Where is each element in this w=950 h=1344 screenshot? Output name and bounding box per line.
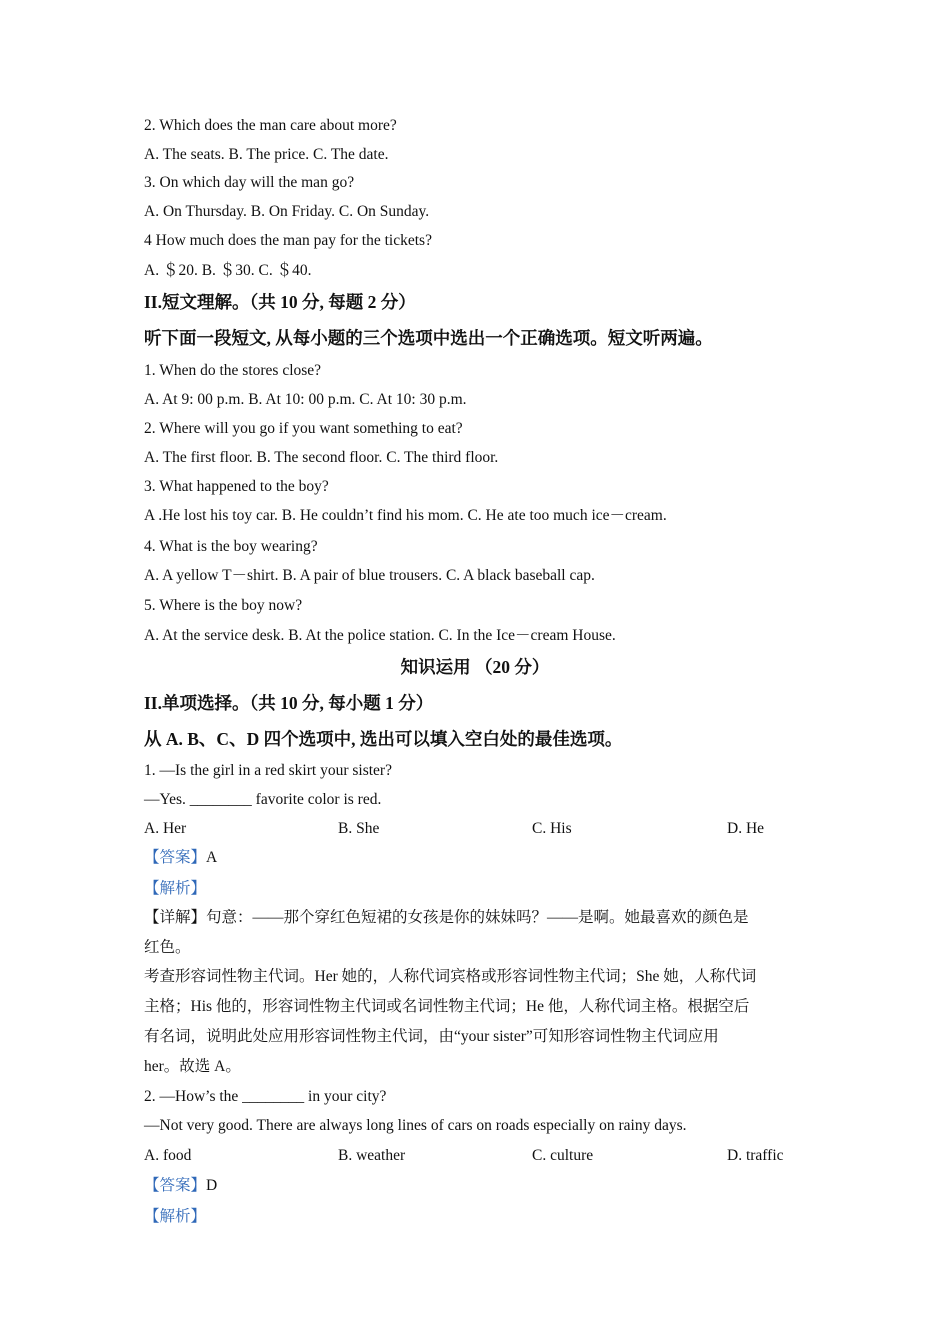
option-d: D. traffic: [727, 1147, 784, 1164]
answer-tag: 【答案】: [144, 1177, 207, 1194]
section-title: 知识运用 （20 分）: [400, 657, 550, 677]
question-text: 4. What is the boy wearing?: [144, 538, 318, 555]
section-instruction: 听下面一段短文, 从每小题的三个选项中选出一个正确选项。短文听两遍。: [144, 328, 713, 348]
explanation-line: 【详解】句意：——那个穿红色短裙的女孩是你的妹妹吗？——是啊。她最喜欢的颜色是: [144, 909, 749, 926]
question-text: 2. Where will you go if you want something to eat?: [144, 420, 463, 437]
option-b: B. She: [338, 820, 380, 837]
question-text: 3. On which day will the man go?: [144, 174, 355, 191]
question-text: 4 How much does the man pay for the tickets?: [144, 232, 432, 249]
option-c: C. culture: [532, 1147, 594, 1164]
question-options: A .He lost his toy car. B. He couldn’t find his mom. C. He ate too much ice－cream.: [144, 507, 667, 524]
explanation-line: 主格；His 他的，形容词性物主代词或名词性物主代词；He 他，人称代词主格。根据空后: [144, 998, 750, 1015]
option-c: C. His: [532, 820, 572, 837]
answer-value: A: [206, 849, 218, 866]
explanation-line: 有名词，说明此处应用形容词性物主代词，由“your sister”可知形容词性物主代词应用: [144, 1028, 719, 1045]
option-d: D. He: [727, 820, 765, 837]
section-heading: II.短文理解。（共 10 分, 每题 2 分）: [144, 292, 416, 312]
answer-value: D: [206, 1177, 218, 1194]
option-a: A. food: [144, 1147, 192, 1164]
analysis-tag: 【解析】: [144, 880, 207, 897]
explanation-line: 红色。: [144, 939, 191, 956]
question-options: A. A yellow T－shirt. B. A pair of blue trousers. C. A black baseball cap.: [144, 567, 595, 584]
answer-tag: 【答案】: [144, 849, 207, 866]
option-a: A. Her: [144, 820, 187, 837]
question-text: —Yes. ________ favorite color is red.: [144, 791, 382, 808]
question-text: —Not very good. There are always long lines of cars on roads especially on rainy days.: [144, 1117, 687, 1134]
explanation-line: 考查形容词性物主代词。Her 她的，人称代词宾格或形容词性物主代词；She 她，人称代词: [144, 968, 757, 985]
question-options: A. At the service desk. B. At the police station. C. In the Ice－cream House.: [144, 627, 616, 644]
explanation-line: her。故选 A。: [144, 1058, 241, 1075]
section-instruction: 从 A. B、C、D 四个选项中, 选出可以填入空白处的最佳选项。: [144, 729, 623, 749]
question-options: A. The first floor. B. The second floor. C. The third floor.: [144, 449, 499, 466]
answer-line: [144, 848, 217, 868]
answer-line: [144, 1176, 217, 1196]
analysis-tag: 【解析】: [144, 1208, 207, 1225]
question-text: 2. Which does the man care about more?: [144, 117, 397, 134]
question-text: 1. —Is the girl in a red skirt your sister?: [144, 762, 392, 779]
section-heading: II.单项选择。（共 10 分, 每小题 1 分）: [144, 693, 434, 713]
question-text: 5. Where is the boy now?: [144, 597, 303, 614]
question-text: 1. When do the stores close?: [144, 362, 322, 379]
question-options: A. ＄20. B. ＄30. C. ＄40.: [144, 262, 312, 279]
question-options: A. The seats. B. The price. C. The date.: [144, 146, 389, 163]
question-text: 2. —How’s the ________ in your city?: [144, 1088, 387, 1105]
question-options: A. On Thursday. B. On Friday. C. On Sunday.: [144, 203, 430, 220]
question-options: A. At 9: 00 p.m. B. At 10: 00 p.m. C. At 10: 30 p.m.: [144, 391, 467, 408]
option-b: B. weather: [338, 1147, 406, 1164]
question-text: 3. What happened to the boy?: [144, 478, 329, 495]
